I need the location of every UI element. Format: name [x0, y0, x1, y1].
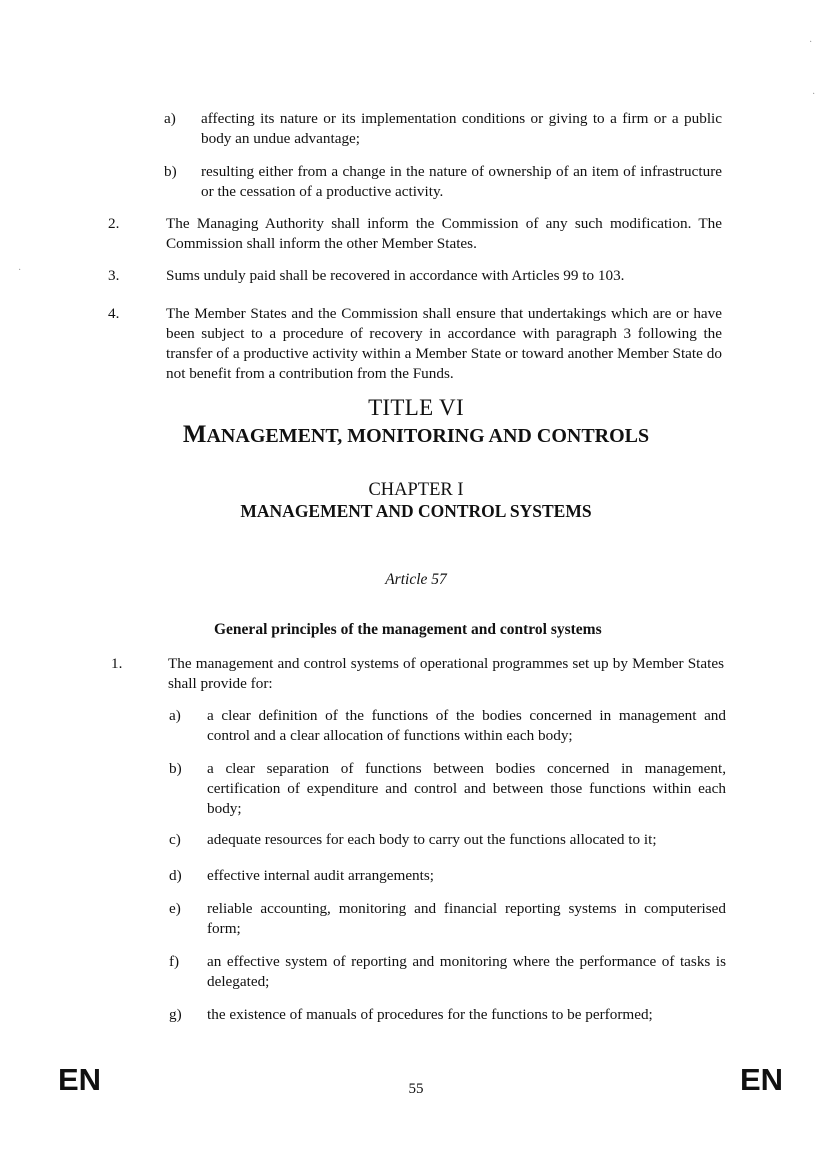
- article-item-c: adequate resources for each body to carry out the functions allocated to it;: [207, 831, 657, 848]
- article-item-label-f: f): [169, 953, 180, 970]
- chapter-subheading: MANAGEMENT AND CONTROL SYSTEMS: [240, 501, 592, 521]
- article-item-a: a clear definition of the functions of the bodies concerned in management and control and a clear allocation of functions within each body;: [207, 707, 726, 744]
- paragraph-number-4: 4.: [108, 305, 120, 322]
- footer-language-right: EN: [740, 1062, 784, 1097]
- paragraph-4: The Member States and the Commission shall ensure that undertakings which are or have been subject to a procedure of recovery in accordance with paragraph 3 following the transfer of a productive activity within a Member State or toward another Member State do not benefit from a contribution from the Funds.: [166, 305, 722, 382]
- title-subheading-rest: ANAGEMENT, MONITORING AND CONTROLS: [206, 425, 650, 447]
- article-item-label-g: g): [169, 1006, 182, 1023]
- article-paragraph-number-1: 1.: [111, 655, 123, 672]
- article-item-e: reliable accounting, monitoring and financial reporting systems in computerised form;: [207, 900, 726, 937]
- paragraph-3: Sums unduly paid shall be recovered in accordance with Articles 99 to 103.: [166, 267, 625, 284]
- article-item-b: a clear separation of functions between bodies concerned in management, certification of expenditure and control and between those functions within each body;: [207, 760, 726, 817]
- list-label-a: a): [164, 110, 176, 127]
- article-number: Article 57: [385, 571, 447, 588]
- title-subheading: [0, 422, 832, 449]
- article-item-g: the existence of manuals of procedures for the functions to be performed;: [207, 1006, 653, 1023]
- article-title: General principles of the management and control systems: [214, 621, 602, 638]
- article-item-label-a: a): [169, 707, 181, 724]
- paragraph-number-2: 2.: [108, 215, 120, 232]
- paragraph-number-3: 3.: [108, 267, 120, 284]
- list-label-b: b): [164, 163, 177, 180]
- title-subheading-initial: M: [182, 421, 207, 448]
- article-item-d: effective internal audit arrangements;: [207, 867, 435, 884]
- list-item-b: resulting either from a change in the nature of ownership of an item of infrastructure or the cessation of a productive activity.: [201, 163, 722, 200]
- article-item-label-b: b): [169, 760, 182, 777]
- article-paragraph-1: The management and control systems of operational programmes set up by Member States shall provide for:: [168, 655, 724, 692]
- article-item-f: an effective system of reporting and monitoring where the performance of tasks is delegated;: [207, 953, 726, 990]
- paragraph-2: The Managing Authority shall inform the Commission of any such modification. The Commission shall inform the other Member States.: [166, 215, 722, 252]
- article-item-label-e: e): [169, 900, 181, 917]
- article-item-label-c: c): [169, 831, 181, 848]
- page-number: 55: [408, 1081, 424, 1097]
- article-item-label-d: d): [169, 867, 182, 884]
- chapter-heading: CHAPTER I: [368, 480, 464, 500]
- list-item-a: affecting its nature or its implementation conditions or giving to a firm or a public body an undue advantage;: [201, 110, 722, 147]
- scan-speck: ·: [809, 37, 813, 48]
- scan-speck: ·: [18, 265, 22, 276]
- title-heading: TITLE VI: [368, 395, 464, 420]
- scan-speck: ·: [812, 89, 816, 100]
- footer-language-left: EN: [58, 1062, 102, 1097]
